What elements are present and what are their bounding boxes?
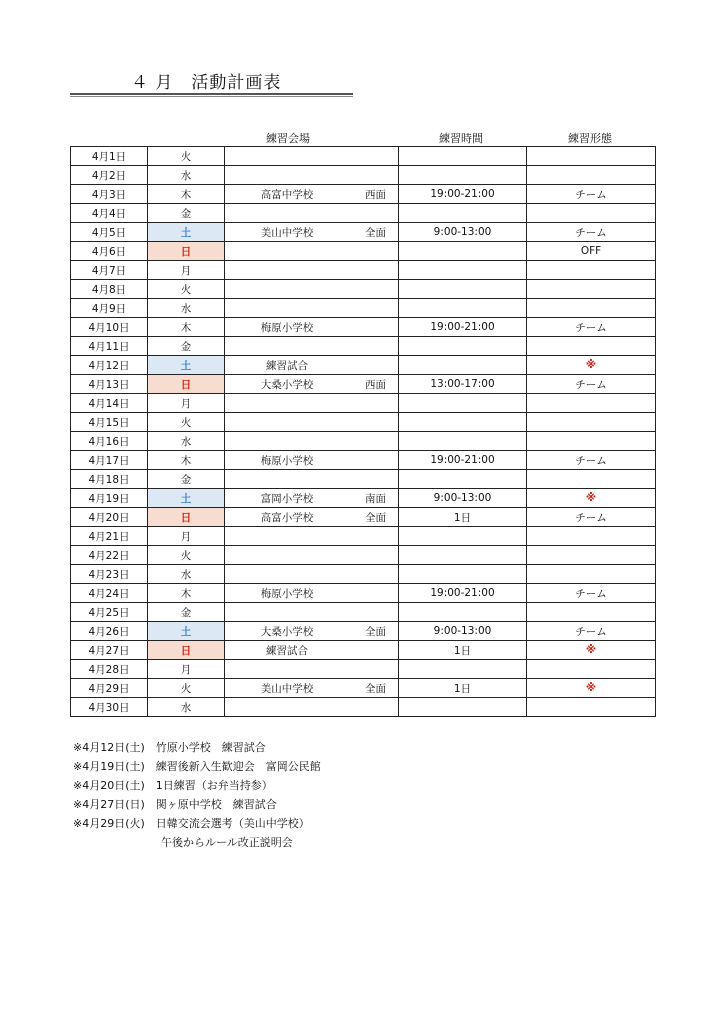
time-cell <box>399 337 527 356</box>
table-row <box>71 584 656 603</box>
time-cell: 9:00-13:00 <box>399 489 527 508</box>
header-time: 練習時間 <box>439 132 483 145</box>
table-row <box>71 318 656 337</box>
form-cell <box>527 204 656 223</box>
table-row <box>71 660 656 679</box>
time-cell <box>399 546 527 565</box>
time-cell <box>399 432 527 451</box>
time-cell: 9:00-13:00 <box>399 622 527 641</box>
weekday-cell: 金 <box>148 603 225 622</box>
time-cell <box>399 413 527 432</box>
weekday-cell: 土 <box>148 223 225 242</box>
date-cell: 4月25日 <box>71 603 148 622</box>
table-row <box>71 641 656 660</box>
venue-name: 富岡小学校 <box>260 493 314 505</box>
note-line: ※4月19日(土) 練習後新入生歓迎会 富岡公民館 <box>73 760 321 773</box>
date-cell: 4月8日 <box>71 280 148 299</box>
form-cell: OFF <box>527 242 656 261</box>
header-venue: 練習会場 <box>266 132 310 145</box>
schedule-table <box>70 146 656 717</box>
form-cell <box>527 337 656 356</box>
time-cell <box>399 356 527 375</box>
venue-cell <box>225 356 399 375</box>
venue-cell <box>225 546 399 565</box>
weekday-cell: 日 <box>148 242 225 261</box>
weekday-cell: 火 <box>148 413 225 432</box>
form-cell <box>527 698 656 717</box>
form-cell <box>527 147 656 166</box>
form-cell: チーム <box>527 223 656 242</box>
date-cell: 4月10日 <box>71 318 148 337</box>
form-cell: チーム <box>527 185 656 204</box>
venue-court-side: 全面 <box>365 683 386 695</box>
form-cell <box>527 394 656 413</box>
time-cell <box>399 394 527 413</box>
date-cell: 4月22日 <box>71 546 148 565</box>
venue-court-side: 全面 <box>365 227 386 239</box>
venue-name: 高富中学校 <box>260 189 314 201</box>
form-cell: チーム <box>527 451 656 470</box>
form-cell: チーム <box>527 622 656 641</box>
form-cell <box>527 565 656 584</box>
form-cell <box>527 299 656 318</box>
table-row <box>71 451 656 470</box>
table-row <box>71 622 656 641</box>
form-cell: チーム <box>527 318 656 337</box>
venue-cell <box>225 413 399 432</box>
form-cell: ※ <box>527 356 656 375</box>
venue-cell <box>225 489 399 508</box>
weekday-cell: 水 <box>148 432 225 451</box>
time-cell <box>399 603 527 622</box>
venue-cell <box>225 432 399 451</box>
table-row <box>71 375 656 394</box>
venue-court-side: 全面 <box>365 512 386 524</box>
venue-court-side: 南面 <box>365 493 386 505</box>
form-cell <box>527 470 656 489</box>
venue-name: 大桑小学校 <box>260 626 314 638</box>
time-cell: 19:00-21:00 <box>399 318 527 337</box>
venue-cell <box>225 622 399 641</box>
weekday-cell: 木 <box>148 584 225 603</box>
date-cell: 4月18日 <box>71 470 148 489</box>
weekday-cell: 金 <box>148 470 225 489</box>
weekday-cell: 木 <box>148 318 225 337</box>
notes-section <box>73 738 321 852</box>
venue-cell <box>225 280 399 299</box>
weekday-cell: 月 <box>148 394 225 413</box>
date-cell: 4月27日 <box>71 641 148 660</box>
time-cell: 19:00-21:00 <box>399 584 527 603</box>
venue-cell <box>225 660 399 679</box>
time-cell <box>399 565 527 584</box>
weekday-cell: 木 <box>148 451 225 470</box>
table-row <box>71 489 656 508</box>
venue-cell <box>225 451 399 470</box>
venue-cell <box>225 698 399 717</box>
note-line: 午後からルール改正説明会 <box>73 836 293 849</box>
venue-name: 美山中学校 <box>260 683 314 695</box>
weekday-cell: 土 <box>148 622 225 641</box>
table-row <box>71 261 656 280</box>
venue-court-side: 西面 <box>365 379 386 391</box>
venue-cell <box>225 565 399 584</box>
date-cell: 4月20日 <box>71 508 148 527</box>
table-row <box>71 679 656 698</box>
weekday-cell: 金 <box>148 337 225 356</box>
time-cell: 1日 <box>399 641 527 660</box>
weekday-cell: 金 <box>148 204 225 223</box>
venue-court-side: 西面 <box>365 189 386 201</box>
venue-cell <box>225 261 399 280</box>
venue-cell <box>225 185 399 204</box>
venue-cell <box>225 375 399 394</box>
time-cell: 1日 <box>399 508 527 527</box>
weekday-cell: 土 <box>148 356 225 375</box>
weekday-cell: 月 <box>148 261 225 280</box>
weekday-cell: 日 <box>148 508 225 527</box>
form-cell: ※ <box>527 489 656 508</box>
date-cell: 4月16日 <box>71 432 148 451</box>
table-row <box>71 185 656 204</box>
weekday-cell: 火 <box>148 280 225 299</box>
venue-name: 高富小学校 <box>260 512 314 524</box>
weekday-cell: 水 <box>148 698 225 717</box>
table-row <box>71 508 656 527</box>
time-cell <box>399 698 527 717</box>
time-cell <box>399 242 527 261</box>
time-cell <box>399 299 527 318</box>
time-cell <box>399 470 527 489</box>
date-cell: 4月15日 <box>71 413 148 432</box>
date-cell: 4月19日 <box>71 489 148 508</box>
table-row <box>71 565 656 584</box>
venue-name: 梅原小学校 <box>260 455 314 467</box>
table-row <box>71 603 656 622</box>
table-row <box>71 280 656 299</box>
venue-cell <box>225 204 399 223</box>
note-line: ※4月29日(火) 日韓交流会選考（美山中学校） <box>73 817 310 830</box>
form-cell <box>527 660 656 679</box>
form-cell <box>527 527 656 546</box>
weekday-cell: 火 <box>148 546 225 565</box>
table-row <box>71 546 656 565</box>
header-form: 練習形態 <box>568 132 612 145</box>
table-row <box>71 470 656 489</box>
venue-cell <box>225 603 399 622</box>
form-cell: チーム <box>527 584 656 603</box>
date-cell: 4月11日 <box>71 337 148 356</box>
venue-name: 練習試合 <box>266 645 308 657</box>
venue-cell <box>225 641 399 660</box>
venue-cell <box>225 147 399 166</box>
date-cell: 4月3日 <box>71 185 148 204</box>
venue-cell <box>225 584 399 603</box>
form-cell: チーム <box>527 508 656 527</box>
weekday-cell: 月 <box>148 660 225 679</box>
form-cell <box>527 413 656 432</box>
form-cell: ※ <box>527 679 656 698</box>
date-cell: 4月6日 <box>71 242 148 261</box>
venue-cell <box>225 508 399 527</box>
time-cell: 19:00-21:00 <box>399 451 527 470</box>
date-cell: 4月17日 <box>71 451 148 470</box>
form-cell: チーム <box>527 375 656 394</box>
page-title: ４ 月 活動計画表 <box>131 73 282 93</box>
date-cell: 4月24日 <box>71 584 148 603</box>
table-row <box>71 242 656 261</box>
venue-name: 大桑小学校 <box>260 379 314 391</box>
date-cell: 4月1日 <box>71 147 148 166</box>
weekday-cell: 火 <box>148 147 225 166</box>
table-row <box>71 147 656 166</box>
time-cell <box>399 660 527 679</box>
date-cell: 4月14日 <box>71 394 148 413</box>
venue-cell <box>225 470 399 489</box>
date-cell: 4月28日 <box>71 660 148 679</box>
date-cell: 4月7日 <box>71 261 148 280</box>
time-cell: 19:00-21:00 <box>399 185 527 204</box>
table-row <box>71 166 656 185</box>
weekday-cell: 水 <box>148 565 225 584</box>
time-cell <box>399 280 527 299</box>
venue-cell <box>225 299 399 318</box>
time-cell <box>399 147 527 166</box>
venue-name: 美山中学校 <box>260 227 314 239</box>
table-row <box>71 394 656 413</box>
form-cell <box>527 546 656 565</box>
table-row <box>71 413 656 432</box>
time-cell <box>399 261 527 280</box>
venue-cell <box>225 242 399 261</box>
table-row <box>71 527 656 546</box>
date-cell: 4月2日 <box>71 166 148 185</box>
table-row <box>71 204 656 223</box>
time-cell <box>399 204 527 223</box>
venue-name: 梅原小学校 <box>260 588 314 600</box>
table-row <box>71 337 656 356</box>
weekday-cell: 水 <box>148 166 225 185</box>
date-cell: 4月21日 <box>71 527 148 546</box>
date-cell: 4月13日 <box>71 375 148 394</box>
note-line: ※4月12日(土) 竹原小学校 練習試合 <box>73 741 266 754</box>
venue-cell <box>225 337 399 356</box>
time-cell: 9:00-13:00 <box>399 223 527 242</box>
weekday-cell: 火 <box>148 679 225 698</box>
date-cell: 4月23日 <box>71 565 148 584</box>
weekday-cell: 日 <box>148 641 225 660</box>
note-line: ※4月27日(日) 関ヶ原中学校 練習試合 <box>73 798 277 811</box>
date-cell: 4月4日 <box>71 204 148 223</box>
title-underline <box>70 93 353 97</box>
form-cell <box>527 432 656 451</box>
date-cell: 4月29日 <box>71 679 148 698</box>
date-cell: 4月9日 <box>71 299 148 318</box>
form-cell <box>527 166 656 185</box>
time-cell: 13:00-17:00 <box>399 375 527 394</box>
date-cell: 4月30日 <box>71 698 148 717</box>
time-cell <box>399 166 527 185</box>
venue-cell <box>225 394 399 413</box>
weekday-cell: 土 <box>148 489 225 508</box>
table-row <box>71 432 656 451</box>
date-cell: 4月26日 <box>71 622 148 641</box>
table-row <box>71 223 656 242</box>
form-cell: ※ <box>527 641 656 660</box>
date-cell: 4月12日 <box>71 356 148 375</box>
venue-cell <box>225 679 399 698</box>
table-row <box>71 299 656 318</box>
venue-cell <box>225 527 399 546</box>
table-row <box>71 356 656 375</box>
venue-name: 梅原小学校 <box>260 322 314 334</box>
weekday-cell: 木 <box>148 185 225 204</box>
form-cell <box>527 280 656 299</box>
time-cell: 1日 <box>399 679 527 698</box>
weekday-cell: 日 <box>148 375 225 394</box>
venue-name: 練習試合 <box>266 360 308 372</box>
venue-cell <box>225 166 399 185</box>
time-cell <box>399 527 527 546</box>
form-cell <box>527 261 656 280</box>
venue-cell <box>225 223 399 242</box>
note-line: ※4月20日(土) 1日練習（お弁当持参） <box>73 779 273 792</box>
venue-cell <box>225 318 399 337</box>
schedule-body <box>71 147 656 717</box>
table-row <box>71 698 656 717</box>
venue-court-side: 全面 <box>365 626 386 638</box>
form-cell <box>527 603 656 622</box>
weekday-cell: 水 <box>148 299 225 318</box>
date-cell: 4月5日 <box>71 223 148 242</box>
weekday-cell: 月 <box>148 527 225 546</box>
